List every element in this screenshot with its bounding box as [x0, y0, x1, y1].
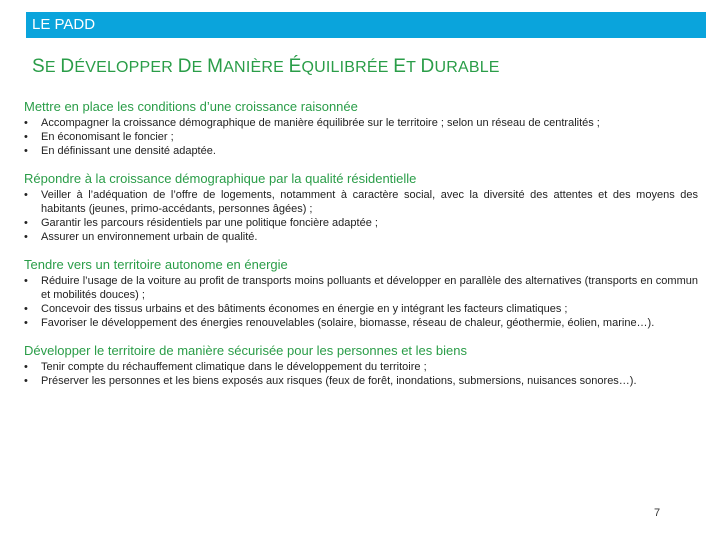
header-bar — [26, 12, 706, 38]
page-title-part: M — [207, 56, 224, 77]
page-title-part: É — [288, 56, 302, 77]
bullet-icon: • — [24, 275, 28, 287]
list-item-text: En définissant une densité adaptée. — [41, 145, 216, 157]
page-number: 7 — [654, 507, 661, 519]
section-heading: Mettre en place les conditions d’une croissance raisonnée — [24, 99, 358, 114]
page-title-part: ANIÈRE — [223, 59, 289, 76]
page-title-part: D — [60, 56, 75, 77]
header-label: LE PADD — [32, 16, 96, 33]
page-title-part: S — [32, 56, 45, 77]
list-item-text: Favoriser le développement des énergies renouvelables (solaire, biomasse, réseau de chaleur, géothermie, éolien, marine…). — [41, 317, 655, 329]
list-item — [22, 230, 698, 244]
list-item-text: Tenir compte du réchauffement climatique dans le développement du territoire ; — [41, 361, 427, 373]
list-item-text: Réduire l’usage de la voiture au profit de transports moins polluants et développer en parallèle des alternatives (transports en commun et mobilités douces) ; — [41, 275, 698, 301]
bullet-icon: • — [24, 361, 28, 373]
list-item — [22, 302, 698, 316]
list-item — [22, 374, 698, 388]
list-item-text: Préserver les personnes et les biens exposés aux risques (feux de forêt, inondations, submersions, nuisances sonores…). — [41, 375, 637, 387]
page-title-part: D — [420, 56, 435, 77]
page-title-part: URABLE — [434, 59, 500, 76]
bullet-list — [22, 274, 698, 330]
section — [22, 99, 698, 158]
page-title-part: E — [44, 59, 61, 76]
list-item-text: Veiller à l’adéquation de l’offre de logements, notamment à caractère social, avec la diversité des attentes et des moyens des habitants (jeunes, primo-accédants, personnes âgées) ; — [41, 189, 698, 215]
page-title-part: T — [406, 59, 421, 76]
list-item — [22, 216, 698, 230]
list-item-text: Assurer un environnement urbain de qualité. — [41, 231, 258, 243]
list-item-text: Concevoir des tissus urbains et des bâtiments économes en énergie en y intégrant les facteurs climatiques ; — [41, 303, 568, 315]
list-item — [22, 316, 698, 330]
list-item-text: Garantir les parcours résidentiels par une politique foncière adaptée ; — [41, 217, 378, 229]
section — [22, 171, 698, 244]
bullet-list — [22, 188, 698, 244]
page-title-part: D — [177, 56, 192, 77]
bullet-icon: • — [24, 217, 28, 229]
bullet-icon: • — [24, 317, 28, 329]
page-title-part: ÉVELOPPER — [74, 59, 178, 76]
section — [22, 343, 698, 388]
section-heading: Développer le territoire de manière sécurisée pour les personnes et les biens — [24, 343, 467, 358]
page-title — [32, 56, 500, 78]
list-item — [22, 360, 698, 374]
list-item — [22, 130, 698, 144]
bullet-icon: • — [24, 117, 28, 129]
page-title-part: E — [393, 56, 407, 77]
sections-container — [22, 99, 698, 401]
bullet-icon: • — [24, 145, 28, 157]
list-item — [22, 116, 698, 130]
section — [22, 257, 698, 330]
bullet-icon: • — [24, 131, 28, 143]
list-item-text: En économisant le foncier ; — [41, 131, 174, 143]
list-item — [22, 144, 698, 158]
list-item — [22, 274, 698, 302]
bullet-icon: • — [24, 231, 28, 243]
page-title-part: QUILIBRÉE — [301, 59, 394, 76]
bullet-icon: • — [24, 303, 28, 315]
section-heading: Tendre vers un territoire autonome en énergie — [24, 257, 288, 272]
page-title-part: E — [191, 59, 208, 76]
list-item — [22, 188, 698, 216]
bullet-list — [22, 116, 698, 158]
bullet-icon: • — [24, 375, 28, 387]
list-item-text: Accompagner la croissance démographique de manière équilibrée sur le territoire ; selon un réseau de centralités ; — [41, 117, 600, 129]
section-heading: Répondre à la croissance démographique par la qualité résidentielle — [24, 171, 417, 186]
bullet-icon: • — [24, 189, 28, 201]
bullet-list — [22, 360, 698, 388]
